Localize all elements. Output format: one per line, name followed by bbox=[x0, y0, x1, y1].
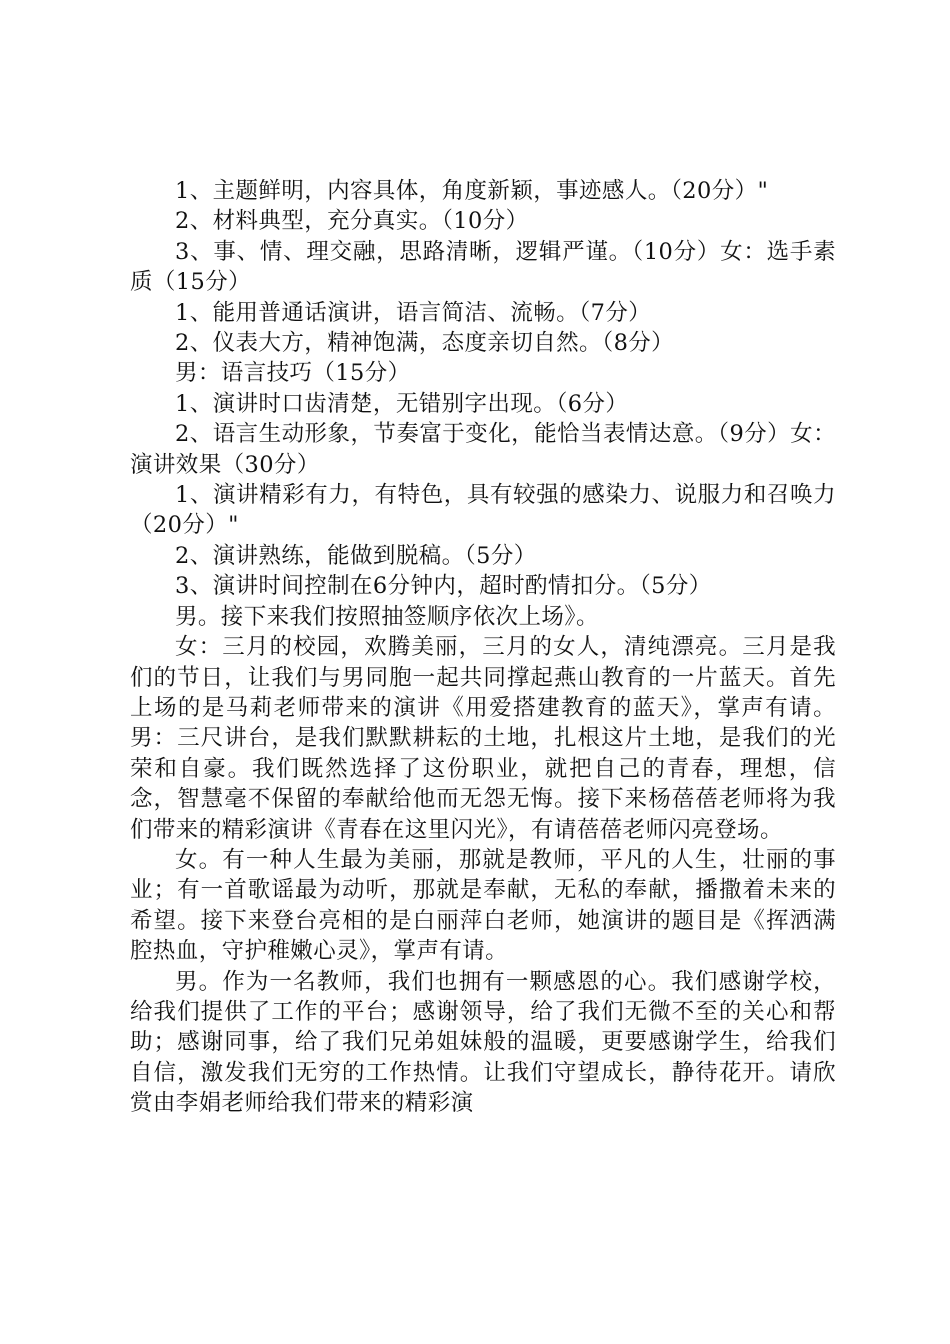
scoring-item-appearance: 2、仪表大方，精神饱满，态度亲切自然。（8分） bbox=[175, 330, 675, 357]
scoring-item-theme: 1、主题鲜明，内容具体，角度新颖，事迹感人。（20分）" bbox=[175, 178, 769, 204]
scoring-item-expression: 2、语言生动形象，节奏富于变化，能恰当表情达意。（9分）女：演讲效果（30分） bbox=[130, 421, 836, 478]
section-heading-language-skill: 男：语言技巧（15分） bbox=[175, 360, 411, 387]
scoring-item-articulation: 1、演讲时口齿清楚，无错别字出现。（6分） bbox=[175, 390, 629, 417]
scoring-item-logic: 3、事、情、理交融，思路清晰，逻辑严谨。（10分）女：选手素质（15分） bbox=[130, 238, 836, 296]
scoring-item-impact: 1、演讲精彩有力，有特色，具有较强的感染力、说服力和召唤力（20分）" bbox=[130, 482, 836, 539]
scoring-item-mandarin: 1、能用普通话演讲，语言简洁、流畅。（7分） bbox=[175, 299, 652, 326]
document-body bbox=[130, 176, 836, 1119]
host-line-order: 男。接下来我们按照抽签顺序依次上场》。 bbox=[175, 603, 599, 630]
host-dialogue-first: 女：三月的校园，欢腾美丽，三月的女人，清纯漂亮。三月是我们的节日，让我们与男同胞一起共同撑起燕山教育的一片蓝天。首先上场的是马莉老师带来的演讲《用爱搭建教育的蓝天》，掌声有请。男：三尺讲台，是我们默默耕耘的土地，扎根这片土地，是我们的光荣和自豪。我们既然选择了这份职业，就把自己的青春，理想，信念，智慧毫不保留的奉献给他而无怨无悔。接下来杨蓓蓓老师将为我们带来的精彩演讲《青春在这里闪光》，有请蓓蓓老师闪亮登场。 bbox=[130, 634, 836, 843]
host-dialogue-second: 女。有一种人生最为美丽，那就是教师，平凡的人生，壮丽的事业；有一首歌谣最为动听，那就是奉献，无私的奉献，播撒着未来的希望。接下来登台亮相的是白丽萍白老师，她演讲的题目是《挥洒满腔热血，守护稚嫩心灵》，掌声有请。 bbox=[130, 846, 836, 965]
scoring-item-time-limit: 3、演讲时间控制在6分钟内，超时酌情扣分。（5分） bbox=[175, 573, 712, 600]
scoring-item-material: 2、材料典型，充分真实。（10分） bbox=[175, 208, 529, 235]
scoring-item-fluency: 2、演讲熟练，能做到脱稿。（5分） bbox=[175, 542, 537, 569]
host-dialogue-third: 男。作为一名教师，我们也拥有一颗感恩的心。我们感谢学校，给我们提供了工作的平台；感谢领导，给了我们无微不至的关心和帮助；感谢同事，给了我们兄弟姐妹般的温暖，更要感谢学生，给我们自信，激发我们无穷的工作热情。让我们守望成长，静待花开。请欣赏由李娟老师给我们带来的精彩演 bbox=[130, 968, 836, 1117]
